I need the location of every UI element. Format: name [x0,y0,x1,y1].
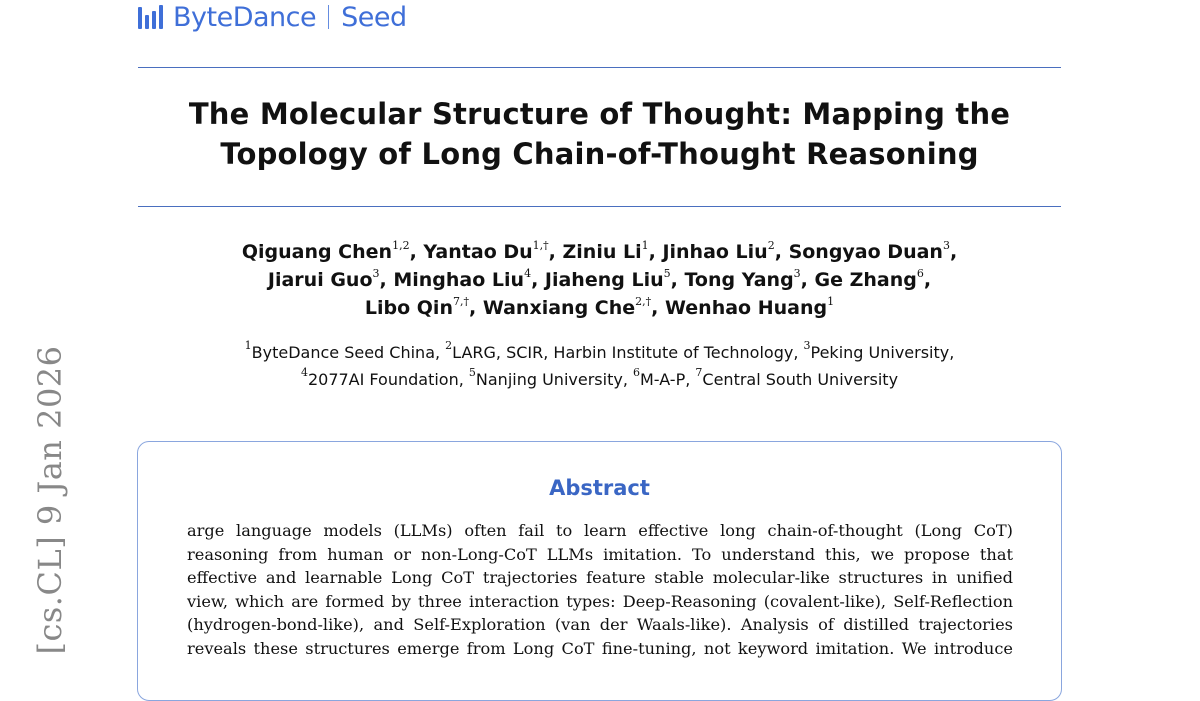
author-name: Libo Qin [364,297,453,319]
author-name: Jiarui Guo [267,269,373,291]
affiliation-entry [300,366,459,389]
author-affil-marker: 5 [663,267,671,280]
affiliation-name: LARG, SCIR, Harbin Institute of Technology [452,343,794,362]
author-affil-marker: 1,† [532,239,549,252]
abstract-line: effective and learnable Long CoT trajectories feature stable molecular-like structures in unified [187,568,1013,587]
author-affil-marker: 3 [793,267,801,280]
author-entry [242,241,410,263]
affiliation-entry [445,339,794,362]
author-list: Qiguang Chen$^{1,2}$, Yantao $Du^{1,\dagger}$, Ziniu Li$^1$, Jinhao Liu$^2$, Songyao Duan$^3$, Jiarui Guo$^3$, Minghao Liu$^4$, Jiaheng Liu$^5$, Tong Yang$^3$, Ge Zhang$^6$, Libo Qin$^{7,\dagger}$, Wanxiang Che$^{2,\dagger}$, Wenhao Huang$^1$ [241,239,958,319]
bytedance-seed-logo [138,2,407,32]
abstract-line: (hydrogen-bond-like), and Self-Exploration (van der Waals-like). Analysis of distilled trajectories [187,615,1013,634]
affiliation-entry [632,366,686,389]
author-name: Yantao Du [423,241,533,263]
author-affil-marker: 1,2 [392,239,410,252]
author-entry [563,241,649,263]
abstract-body [187,519,1013,660]
logo-divider [328,5,329,29]
author-entry [268,269,380,291]
title-line-1: The Molecular Structure of Thought: Mapping the [188,97,1011,131]
affiliation-marker: 5 [468,366,476,379]
author-name: Wenhao Huang [665,297,828,319]
title-line-2: Topology of Long Chain-of-Thought Reasoning [220,137,979,171]
affiliation-marker: 4 [300,366,308,379]
author-entry [423,241,548,263]
author-name: Tong Yang [684,269,794,291]
author-affil-marker: 6 [916,267,924,280]
author-affil-marker: 7,† [452,295,469,308]
paper-title [138,94,1061,174]
author-name: Ge Zhang [814,269,917,291]
affiliation-marker: 1 [244,339,252,352]
title-bottom-rule [138,206,1061,207]
author-entry [545,269,671,291]
author-name: Jiaheng Liu [544,269,664,291]
author-name: Minghao Liu [393,269,525,291]
author-affil-marker: 1 [827,295,835,308]
author-name: Songyao Duan [788,241,943,263]
abstract-line: reasoning from human or non-Long-CoT LLMs imitation. To understand this, we propose that [187,544,1013,564]
affiliation-name: Peking University [810,343,950,362]
author-entry [662,241,774,263]
affiliation-entry [803,339,950,362]
author-name: Ziniu Li [562,241,642,263]
affiliation-name: M-A-P [639,370,686,389]
affiliation-name: 2077AI Foundation [307,370,459,389]
author-entry [483,297,651,319]
logo-product-text: Seed [341,1,407,33]
affiliation-name: Nanjing University [475,370,623,389]
affiliation-list: $^1$ByteDance Seed China, $^2$LARG, SCIR, Harbin Institute of Technology, $^3$Peking University, $^4$2077AI Foundation, $^5$Nanjing University, $^6$M-A-P, $^7$Central South University [244,339,955,389]
author-entry [815,269,924,291]
bytedance-bars-icon [138,5,163,29]
author-affil-marker: 1 [641,239,649,252]
author-affil-marker: 4 [524,267,532,280]
logo-brand-text: ByteDance [173,1,317,33]
affiliation-entry [468,366,623,389]
author-affil-marker: 2,† [635,295,652,308]
author-name: Jinhao Liu [662,241,768,263]
author-entry [393,269,531,291]
affiliation-marker: 7 [695,366,703,379]
author-entry [365,297,469,319]
abstract-line: view, which are formed by three interaction types: Deep-Reasoning (covalent-like), Self-Reflection [187,591,1013,611]
arxiv-side-stamp[interactable]: [cs.CL] 9 Jan 2026 [31,345,69,655]
affiliation-name: ByteDance Seed China [251,343,435,362]
author-entry [684,269,800,291]
author-affil-marker: 3 [942,239,950,252]
abstract-line: arge language models (LLMs) often fail to learn effective long chain-of-thought (Long CoT) [187,521,1013,540]
author-name: Wanxiang Che [482,297,636,319]
affiliation-marker: 2 [445,339,453,352]
author-entry [789,241,950,263]
affiliation-marker: 3 [803,339,811,352]
top-rule [138,67,1061,68]
author-entry [665,297,834,319]
affiliation-entry [244,339,435,362]
affiliation-marker: 6 [632,366,640,379]
author-affil-marker: 2 [767,239,775,252]
author-name: Qiguang Chen [241,241,393,263]
author-affil-marker: 3 [372,267,380,280]
abstract-heading: Abstract [549,476,650,500]
abstract-line: reveals these structures emerge from Long CoT fine-tuning, not keyword imitation. We introduce [187,638,1013,658]
affiliation-name: Central South University [702,370,899,389]
affiliation-entry [695,366,899,389]
